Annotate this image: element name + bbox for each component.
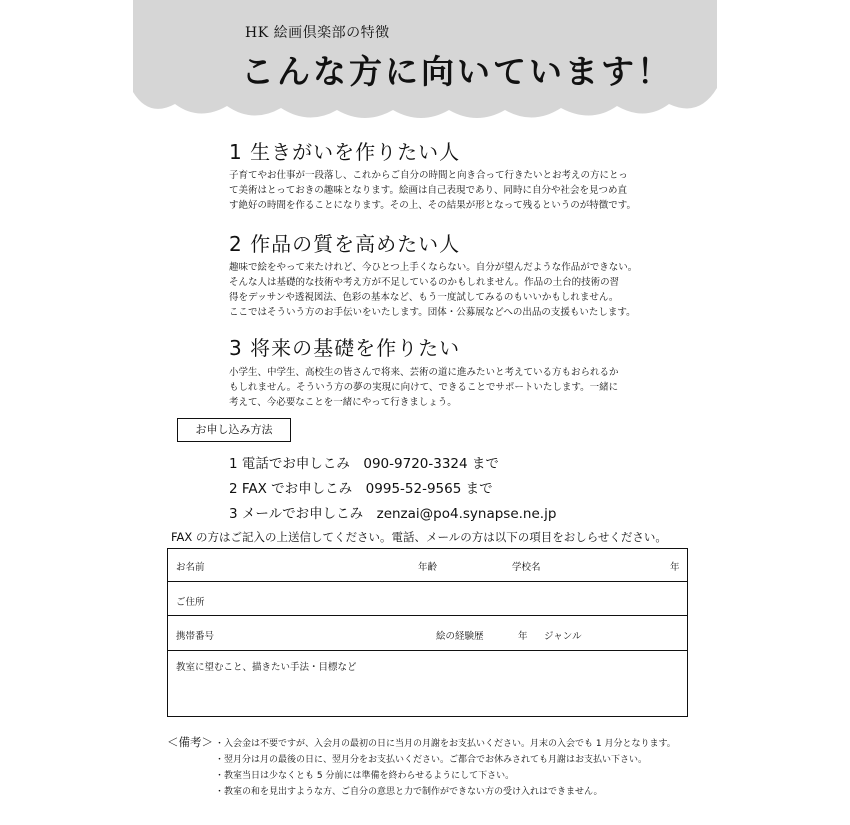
- body-line: 得をデッサンや透視図法、色彩の基本など、もう一度試してみるのもいいかもしれません。: [229, 292, 619, 303]
- note-line: ・教室の和を見出すような方、ご自分の意思と力で制作ができない方の受け入れはできません。: [215, 787, 603, 797]
- section-title-3: 3 将来の基礎を作りたい: [229, 336, 461, 360]
- note-line: ・教室当日は少なくとも 5 分前には準備を終わらせるようにして下さい。: [215, 771, 515, 781]
- grade-label: 年: [670, 562, 680, 573]
- section-body-3: [229, 365, 649, 410]
- form-row-name: [168, 549, 687, 582]
- body-line: そんな人は基礎的な技術や考え方が不足しているのかもしれません。作品の土台的技術の習: [229, 277, 620, 288]
- body-line: 小学生、中学生、高校生の皆さんで将来、芸術の道に進みたいと考えている方もおられるか: [229, 367, 619, 378]
- apply-fax: 2 FAX でお申しこみ 0995-52-9565 まで: [229, 481, 493, 497]
- wishes-label: 教室に望むこと、描きたい手法・目標など: [176, 662, 357, 673]
- body-line: す絶好の時間を作ることになります。その上、その結果が形となって残るというのが特徴です。: [229, 200, 636, 211]
- body-line: 子育てやお仕事が一段落し、これからご自分の時間と向き合って行きたいとお考えの方にとっ: [229, 170, 628, 181]
- form-row-address: [168, 582, 687, 616]
- name-label: お名前: [176, 562, 205, 573]
- section-title-1: 1 生きがいを作りたい人: [229, 140, 461, 164]
- age-label: 年齢: [418, 562, 438, 573]
- apply-phone: 1 電話でお申しこみ 090-9720-3324 まで: [229, 456, 499, 472]
- fax-notice: FAX の方はご記入の上送信してください。電話、メールの方は以下の項目をおしらせください。: [171, 530, 667, 544]
- body-line: もしれません。そういう方の夢の実現に向けて、できることでサポートいたします。一緒に: [229, 382, 619, 393]
- apply-email: 3 メールでお申しこみ zenzai@po4.synapse.ne.jp: [229, 506, 557, 522]
- club-name: HK 絵画倶楽部の特徴: [245, 25, 390, 41]
- apply-method-label: お申し込み方法: [177, 418, 291, 442]
- address-label: ご住所: [176, 597, 205, 608]
- body-line: ここではそういう方のお手伝いをいたします。団体・公募展などへの出品の支援もいたします。: [229, 307, 636, 318]
- phone-label: 携帯番号: [176, 631, 215, 642]
- section-body-1: [229, 168, 649, 213]
- page-title: こんな方に向いています！: [241, 52, 673, 91]
- application-form: [167, 548, 688, 717]
- body-line: 考えて、今必要なことを一緒にやって行きましょう。: [229, 397, 457, 408]
- years-label: 年: [518, 631, 528, 642]
- school-label: 学校名: [512, 562, 541, 573]
- form-row-phone: [168, 616, 687, 651]
- note-line: ・翌月分は月の最後の日に、翌月分をお支払いください。ご都合でお休みされても月謝はお支払い下さい。: [215, 755, 648, 765]
- section-title-2: 2 作品の質を高めたい人: [229, 232, 461, 256]
- form-row-wishes: [168, 651, 687, 716]
- section-body-2: [229, 260, 649, 320]
- flyer-page: [133, 0, 717, 825]
- note-line: ・入会金は不要ですが、入会月の最初の日に当月の月謝をお支払いください。月末の入会でも 1 月分となります。: [215, 739, 676, 749]
- notes-heading: ＜備考＞: [167, 735, 213, 749]
- genre-label: ジャンル: [544, 631, 582, 642]
- body-line: 趣味で絵をやって来たけれど、今ひとつ上手くならない。自分が望んだような作品ができない。: [229, 262, 638, 273]
- body-line: て美術はとっておきの趣味となります。絵画は自己表現であり、同時に自分や社会を見つめ直: [229, 185, 628, 196]
- experience-label: 絵の経験歴: [436, 631, 484, 642]
